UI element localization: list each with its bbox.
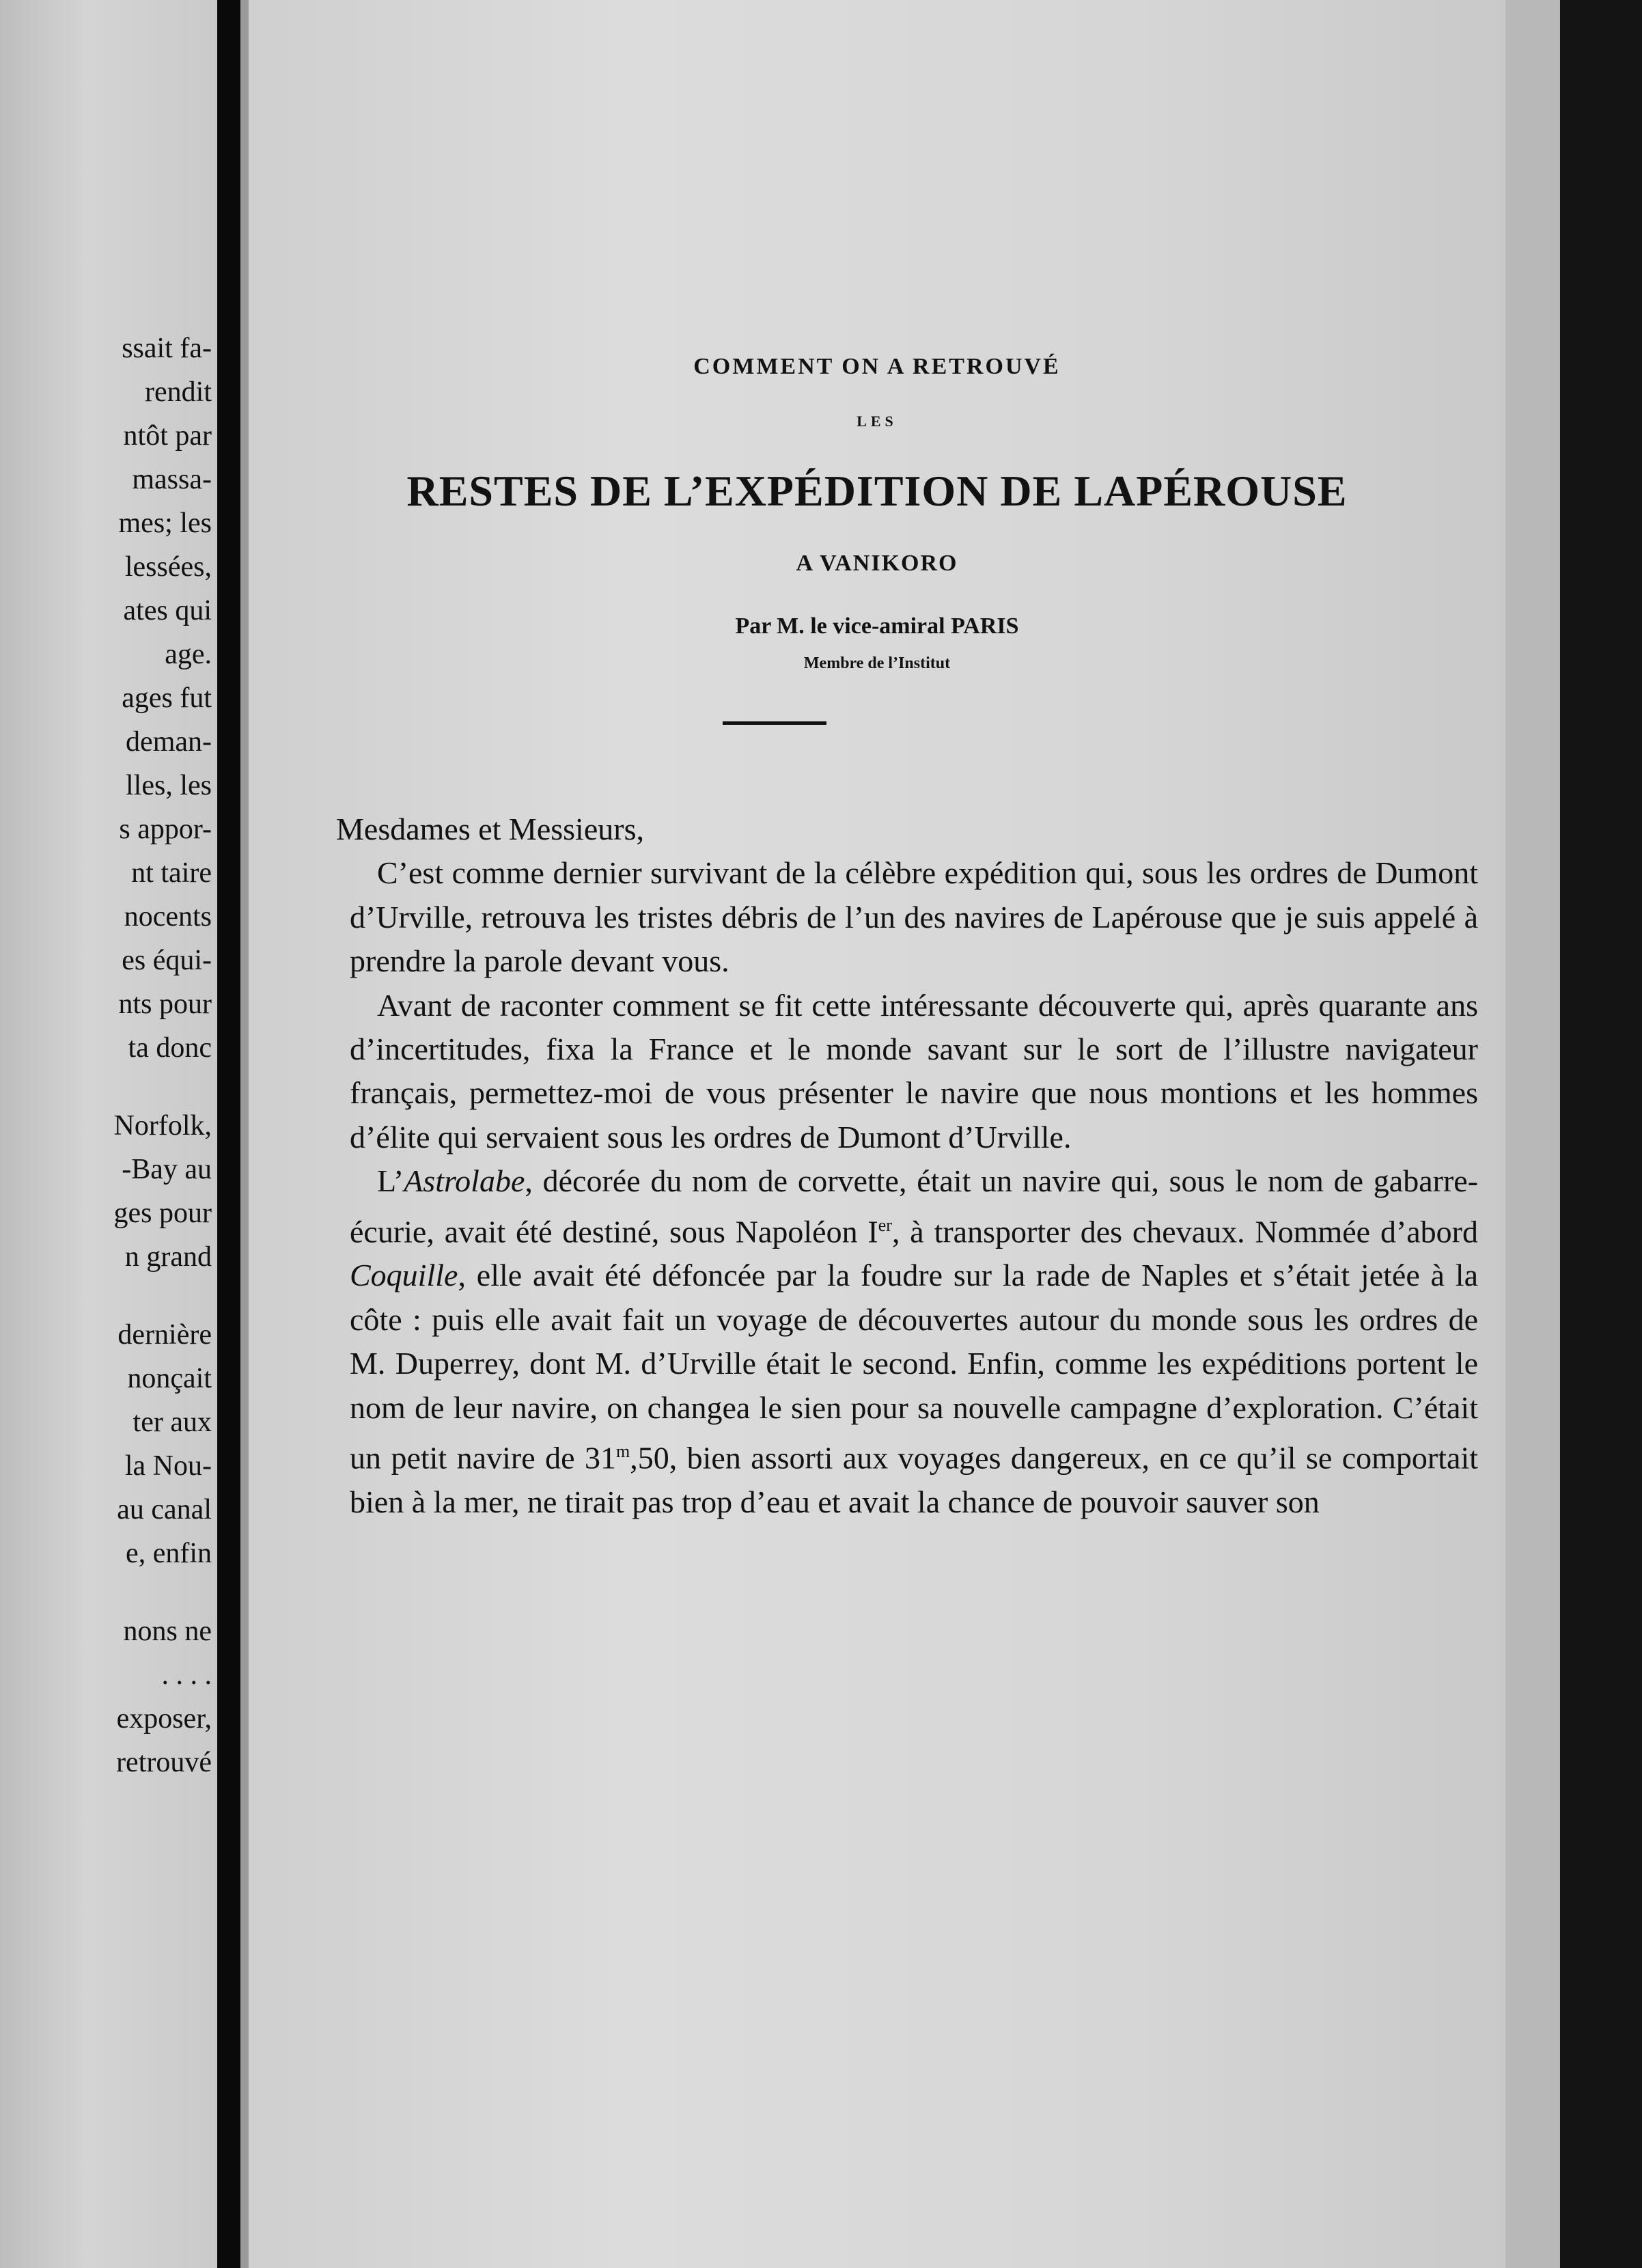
previous-page-line: age. [165, 639, 212, 670]
paragraph-1: C’est comme dernier survivant de la célèbre expédition qui, sous les ordres de Dumont d’Urville, retrouva les tristes débris de l’un des navires de Lapérouse que je suis appelé à prendre la parole devant vous. [350, 855, 1478, 979]
previous-page-line: au canal [117, 1494, 212, 1525]
ship-name-astrolabe: Astrolabe [404, 1163, 525, 1199]
previous-page-line: exposer, [116, 1703, 212, 1734]
page-subtitle: A VANIKORO [796, 551, 958, 576]
previous-page-line: ges pour [113, 1198, 212, 1229]
previous-page-line: ter aux [133, 1407, 212, 1438]
previous-page-line: es équi- [122, 945, 212, 976]
header-line-1: COMMENT ON A RETROUVÉ [693, 354, 1061, 379]
p3-text-a: , décorée du nom de corvette, était un navire qui, sous le nom de gabarre-écurie, avait été destiné, sous Napoléon I [350, 1163, 1478, 1249]
p3-start: L’ [377, 1163, 404, 1199]
paragraph-3 [350, 1159, 1478, 1524]
previous-page-line: nts pour [118, 988, 212, 1020]
previous-page-line: nons ne [123, 1616, 212, 1647]
paragraph-2: Avant de raconter comment se fit cette intéressante découverte qui, après quarante ans d’incertitudes, fixa la France et le monde savant sur le sort de l’illustre navigateur français, permettez-moi de vous présenter le navire que nous montions et les hommes d’élite qui servaient sous les ordres de Dumont d’Urville. [350, 987, 1478, 1154]
previous-page [0, 0, 217, 2268]
previous-page-line [0, 1279, 217, 1313]
salutation: Mesdames et Messieurs, [336, 812, 644, 846]
previous-page-line: Norfolk, [113, 1110, 212, 1142]
previous-page-line: ages fut [122, 682, 212, 714]
previous-page-line: s appor- [119, 814, 212, 845]
previous-page-line: lessées, [124, 551, 212, 583]
previous-page-line: ta donc [128, 1032, 212, 1064]
previous-page-line: e, enfin [126, 1538, 212, 1569]
previous-page-text [0, 327, 217, 1784]
previous-page-line: ntôt par [123, 420, 212, 452]
previous-page-line: mes; les [118, 508, 212, 539]
binding-shadow [1560, 0, 1642, 2268]
p3-text-d: ,50, bien assorti aux voyages dangereux, en ce qu’il se comportait bien à la mer, ne tirait pas trop d’eau et avait la chance de pouvoir sauver son [350, 1440, 1479, 1519]
previous-page-line: ates qui [123, 595, 212, 626]
previous-page-line: nonçait [127, 1363, 212, 1394]
p3-text-b: , à transporter des chevaux. Nommée d’abord [891, 1213, 1478, 1249]
author-affiliation: Membre de l’Institut [803, 654, 951, 672]
right-page-edge [1505, 0, 1560, 2268]
previous-page-line: nocents [124, 901, 212, 932]
previous-page-line: lles, les [126, 770, 212, 801]
title-divider [723, 721, 826, 725]
main-page [249, 0, 1505, 2268]
previous-page-line: nt taire [131, 857, 212, 889]
page-title: RESTES DE L’EXPÉDITION DE LAPÉROUSE [406, 467, 1348, 515]
ordinal-superscript: er [878, 1215, 892, 1235]
ship-name-coquille: Coquille [350, 1258, 458, 1293]
unit-superscript: m [615, 1441, 630, 1462]
previous-page-line: n grand [124, 1241, 212, 1273]
p3-text-c: , elle avait été défoncée par la foudre sur la rade de Naples et s’était jetée à la côte : puis elle avait fait un voyage de découvertes autour du monde sous les ordres de M. Duperrey, dont M. d’Urville était le second. Enfin, comme les expéditions portent le nom de leur navire, on changea le sien pour sa nouvelle campagne d’exploration. C’était un petit navire de 31 [350, 1258, 1478, 1476]
gutter-shadow [217, 0, 240, 2268]
previous-page-line: . . . . [161, 1659, 212, 1691]
previous-page-line: ssait fa- [122, 333, 212, 364]
gutter-edge [240, 0, 249, 2268]
previous-page-line: massa- [132, 464, 212, 495]
previous-page-line: -Bay au [122, 1154, 212, 1185]
previous-page-line: rendit [145, 376, 212, 408]
header-line-2: LES [857, 413, 897, 430]
author-line: Par M. le vice-amiral PARIS [735, 613, 1019, 639]
previous-page-line [0, 1070, 217, 1104]
previous-page-line: dernière [117, 1319, 212, 1351]
previous-page-line: retrouvé [116, 1747, 212, 1778]
previous-page-line: deman- [126, 726, 212, 758]
article-body [336, 807, 1479, 1524]
previous-page-line [0, 1575, 217, 1609]
previous-page-line: la Nou- [124, 1450, 212, 1482]
